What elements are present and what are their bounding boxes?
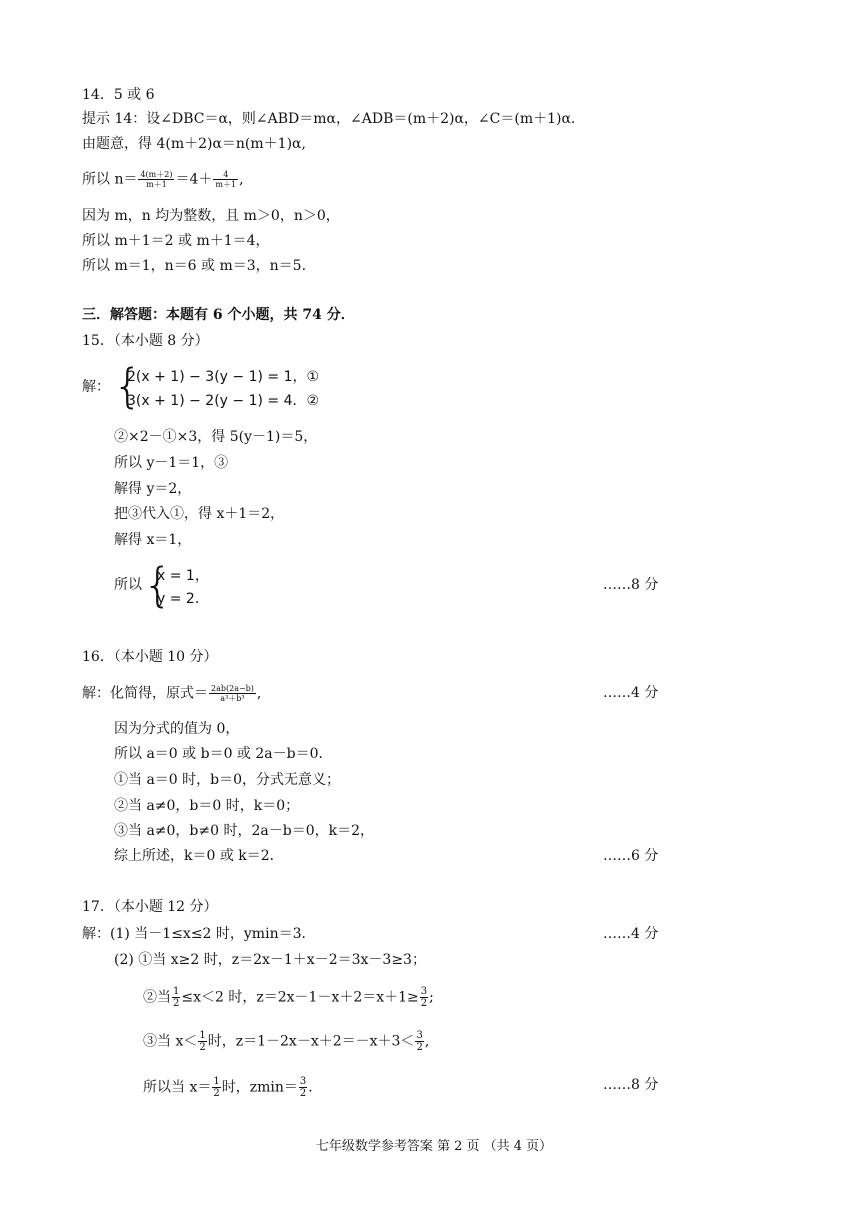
fraction-denominator: 2 xyxy=(299,1088,307,1099)
q15-equation-1: 2(x + 1) − 3(y − 1) = 1，① xyxy=(127,369,320,385)
fraction-numerator: 3 xyxy=(420,986,428,997)
q17-line-3-fraction-1 xyxy=(172,986,180,1009)
q15-header: 15．（本小题 8 分） xyxy=(82,333,209,349)
q17-line-3-text-a: ②当 xyxy=(143,989,171,1006)
q17-line-4-fraction-2 xyxy=(415,1030,423,1053)
page-footer: 七年级数学参考答案 第 2 页 （共 4 页） xyxy=(315,1139,553,1154)
q16-line-1-text-b: , xyxy=(256,685,262,702)
q15-jie: 解： xyxy=(82,379,110,395)
q15-line-4: 把③代入①，得 x＋1＝2， xyxy=(114,506,285,522)
q14-line-3-text-c: , xyxy=(239,171,244,188)
q15-solution-y: y = 2． xyxy=(157,591,209,607)
fraction-numerator: 3 xyxy=(416,1030,423,1041)
q15-solution-system xyxy=(143,558,263,612)
q14-fraction-2 xyxy=(213,170,238,189)
fraction-numerator: 1 xyxy=(199,1030,206,1041)
q16-line-1-text-a: 解：化简得，原式＝ xyxy=(82,685,208,702)
fraction-numerator: 1 xyxy=(213,1076,220,1087)
q15-line-3: 解得 y＝2， xyxy=(114,481,192,497)
fraction-denominator: 2 xyxy=(173,998,180,1009)
q17-line-5-text-a: 所以当 x＝ xyxy=(143,1079,212,1096)
fraction-denominator: 2 xyxy=(416,1042,423,1053)
q16-line-3: 所以 a＝0 或 b＝0 或 2a－b＝0． xyxy=(114,746,333,762)
fraction-numerator: 2ab(2a−b) xyxy=(211,684,254,693)
fraction-denominator: m＋1 xyxy=(215,180,237,189)
q16-header: 16．（本小题 10 分） xyxy=(82,649,218,665)
fraction-numerator: 3 xyxy=(299,1076,307,1087)
q17-line-3 xyxy=(143,986,434,1009)
q16-line-5: ②当 a≠0，b＝0 时，k＝0； xyxy=(114,798,300,814)
q17-line-1: 解：(1) 当－1≤x≤2 时，ymin＝3． xyxy=(82,926,316,942)
q14-fraction-1 xyxy=(138,170,174,189)
section-3-heading: 三．解答题：本题有 6 个小题，共 74 分． xyxy=(82,307,355,323)
q15-line-5: 解得 x＝1， xyxy=(114,532,192,548)
q17-line-4-text-b: 时，z＝1－2x－x＋2＝－x＋3＜ xyxy=(207,1033,415,1050)
q14-line-3 xyxy=(82,170,244,189)
q14-line-2: 由题意，得 4(m＋2)α＝n(m＋1)α, xyxy=(82,136,306,152)
q17-score-2: ……8 分 xyxy=(603,1077,659,1093)
q14-line-3-text-b: ＝4＋ xyxy=(175,171,213,188)
q14-line-5: 所以 m＋1＝2 或 m＋1＝4， xyxy=(82,233,270,249)
q15-line-2: 所以 y－1＝1，③ xyxy=(114,455,229,471)
q16-line-1 xyxy=(82,684,261,703)
q14-line-3-text-a: 所以 n＝ xyxy=(82,171,138,188)
q17-score-1: ……4 分 xyxy=(603,926,659,942)
fraction-numerator: 4 xyxy=(213,170,238,180)
q17-line-3-text-c: ; xyxy=(429,989,434,1006)
left-brace: { xyxy=(113,359,143,413)
q14-line-4: 因为 m，n 均为整数，且 m＞0，n＞0， xyxy=(82,208,340,224)
q16-line-4: ①当 a＝0 时，b＝0，分式无意义； xyxy=(114,772,341,788)
fraction-numerator: 4(m＋2) xyxy=(140,170,173,179)
fraction-denominator: 2 xyxy=(213,1088,220,1099)
q17-line-5-text-b: 时，zmin＝ xyxy=(221,1079,298,1096)
q17-line-5-text-c: . xyxy=(308,1079,313,1096)
q16-fraction xyxy=(209,684,256,703)
fraction-denominator: 2 xyxy=(420,998,428,1009)
q15-score: ……8 分 xyxy=(603,577,659,593)
q14-answer: 14．5 或 6 xyxy=(82,87,155,103)
q17-line-4-fraction-1 xyxy=(198,1030,206,1053)
q16-line-2: 因为分式的值为 0， xyxy=(114,721,240,737)
q15-solution-prefix: 所以 xyxy=(114,577,142,593)
q14-hint: 提示 14：设∠DBC＝α，则∠ABD＝mα，∠ADB＝(m＋2)α，∠C＝(m＋1)α. xyxy=(82,111,576,127)
fraction-denominator: a³＋b³ xyxy=(220,694,245,703)
q17-line-5-fraction-2 xyxy=(299,1076,307,1099)
q17-line-5 xyxy=(143,1076,313,1099)
q17-line-3-fraction-2 xyxy=(420,986,428,1009)
q14-line-6: 所以 m＝1，n＝6 或 m＝3，n＝5. xyxy=(82,258,307,274)
q15-line-1: ②×2－①×3，得 5(y－1)＝5， xyxy=(114,429,318,445)
fraction-numerator: 1 xyxy=(173,986,180,997)
q17-line-5-fraction-1 xyxy=(212,1076,220,1099)
q15-equation-system xyxy=(113,359,373,413)
fraction-denominator: 2 xyxy=(199,1042,206,1053)
left-brace: { xyxy=(143,558,173,612)
q16-line-7: 综上所述，k＝0 或 k＝2． xyxy=(114,848,284,864)
q17-header: 17．（本小题 12 分） xyxy=(82,899,218,915)
q16-score-2: ……6 分 xyxy=(603,848,659,864)
q16-line-6: ③当 a≠0，b≠0 时，2a－b＝0，k＝2， xyxy=(114,823,374,839)
q17-line-4 xyxy=(143,1030,429,1053)
q15-equation-2: 3(x + 1) − 2(y − 1) = 4．② xyxy=(127,393,320,409)
q17-line-2: (2) ①当 x≥2 时，z＝2x－1＋x－2＝3x－3≥3； xyxy=(114,952,426,968)
q17-line-4-text-c: , xyxy=(424,1033,430,1050)
q16-score-1: ……4 分 xyxy=(603,685,659,701)
fraction-denominator: m＋1 xyxy=(146,180,167,189)
q17-line-4-text-a: ③当 x＜ xyxy=(143,1033,198,1050)
q15-solution-x: x = 1， xyxy=(157,568,209,584)
q17-line-3-text-b: ≤x＜2 时，z＝2x－1－x＋2＝x＋1≥ xyxy=(181,989,419,1006)
